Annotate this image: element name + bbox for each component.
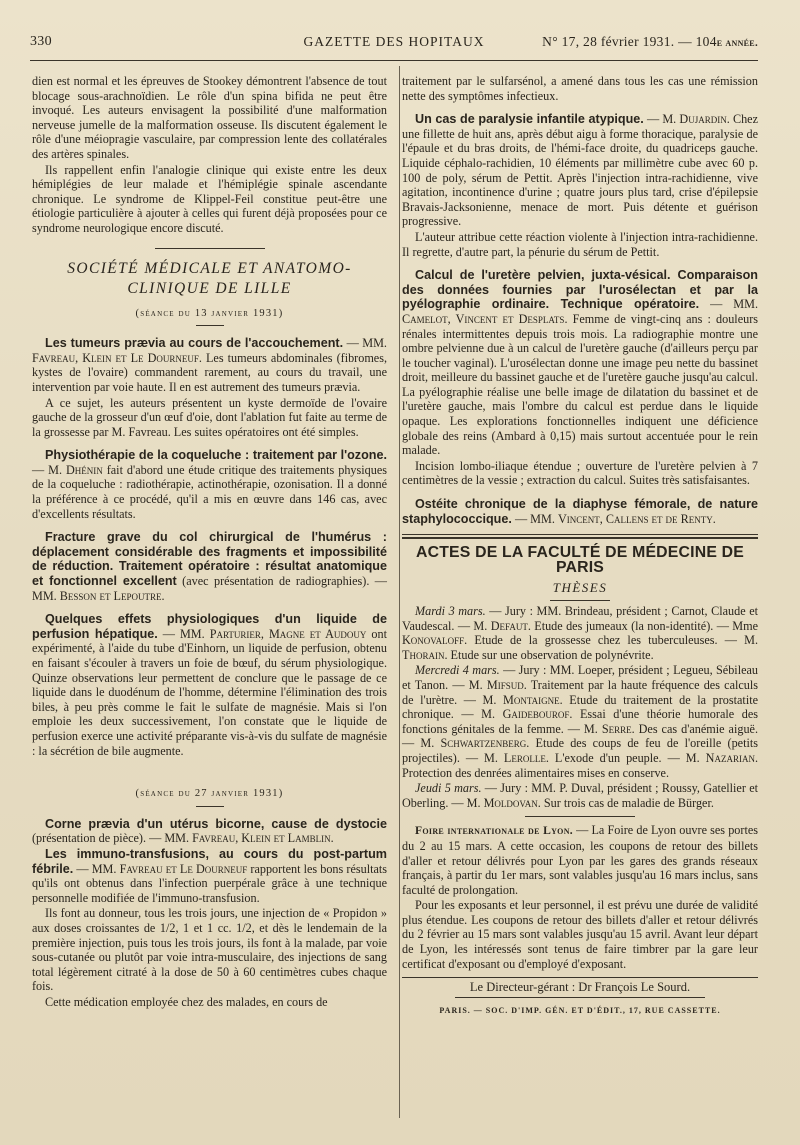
society-title: SOCIÉTÉ MÉDICALE ET ANATOMO-CLINIQUE DE LILLE: [67, 259, 352, 297]
section-rule: [402, 534, 758, 535]
article: Corne prævia d'un utérus bicorne, cause de dystocie (présentation de pièce). — MM. Favreau, Klein et Lamblin.: [32, 816, 387, 846]
divider: [550, 600, 610, 601]
article-heading: Physiothérapie de la coqueluche : traitement par l'ozone.: [45, 448, 387, 463]
article-authors: Dhénin: [65, 462, 103, 477]
article-heading: Fracture grave du col chirurgical de l'humérus : déplacement considérable des fragments et impossibilité de réduction. Traitement opératoire : résultat anatomique et fonctionnel excellent: [32, 530, 387, 589]
thesis-day: Mercredi 4 mars. — Jury : MM. Loeper, président ; Legueu, Sébileau et Tanon. — M. Mifsud. Traitement par la haute fréquence des calculs de l'urètre. — M. Montaigne. Etude du traitement de la prostatite chronique. — M. Gaidebourof. Essai d'une théorie humorale des fonctions génitales de la femme. — M. Serre. Des cas d'anémie aiguë. — M. Schwartzenberg. Etude des coups de feu de l'oreille (petits projectiles). — M. Lerolle. L'exode d'un peuple. — M. Nazarian. Protection des denrées alimentaires mises en conserve.: [402, 663, 759, 780]
footer-rule: [455, 997, 705, 998]
article: Physiothérapie de la coqueluche : traitement par l'ozone. — M. Dhénin fait d'abord une étude critique des traitements physiques de la coqueluche : radiothérapie, actinothérapie, ozonisation. Il a donné la préférence à ce procédé, qu'il a mis en œuvre dans 146 cas, avec d'excellents résultats.: [32, 448, 387, 521]
article-authors: Dujardin: [679, 112, 727, 127]
left-column: [32, 74, 387, 1010]
article-authors: Besson et Lepoutre: [59, 588, 162, 603]
section-title: ACTES DE LA FACULTÉ DE MÉDECINE DE PARIS: [415, 544, 745, 576]
section-rule: [402, 537, 758, 539]
paragraph: Incision lombo-iliaque étendue ; ouverture de l'uretère pelvien à 7 centimètres de la vessie ; extraction du calcul. Suites très satisfaisantes.: [402, 458, 758, 488]
article: Les tumeurs prævia au cours de l'accouchement. — MM. Favreau, Klein et Le Dourneuf. Les tumeurs abdominales (fibromes, kystes de l'ovaire) commandent rarement, au cours du travail, une intervention par voie haute. Il en est autrement des tumeurs prævia.: [32, 336, 388, 394]
thesis-date: Mercredi 4 mars.: [415, 663, 500, 678]
footer-rule: [402, 977, 758, 978]
section-divider: [155, 248, 265, 249]
article: Quelques effets physiologiques d'un liquide de perfusion hépatique. — MM. Parturier, Magne et Audouy ont expérimenté, à l'aide du tube d'Einhorn, un liquide de perfusion, obtenu en faisant s'écouler à travers un foie de bœuf, du sérum physiologique. Quinze observations leur permettent de conclure que le passage de ce liquide dans le duodénum de l'homme, détermine l'élimination des trois biles, à peu près comme le fait le sulfate de magnésie. Mais si l'on emploie les deux successivement, l'on constate que le liquide de perfusion exerce une activité préparante vis-à-vis du sulfate de magnésie : la sécrétion de bile augmente.: [32, 612, 387, 758]
article-authors: Favreau, Klein et Le Dourneuf: [32, 350, 199, 365]
article-heading: Quelques effets physiologiques d'un liquide de perfusion hépatique.: [32, 612, 387, 641]
managing-director: Le Directeur-gérant : Dr François Le Sourd.: [469, 980, 691, 995]
right-column: [402, 74, 758, 1018]
article: Ostéite chronique de la diaphyse fémorale, de nature staphylococcique. — MM. Vincent, Callens et de Renty.: [402, 497, 758, 526]
divider: [196, 806, 224, 807]
paragraph: A ce sujet, les auteurs présentent un kyste dermoïde de l'ovaire gauche de la grosseur d'un œuf d'oie, dont l'ablation fut faite au terme de la grossesse par M. Favreau. Les suites opératoires ont été simples.: [32, 395, 387, 439]
news-heading: Foire internationale de Lyon.: [415, 824, 573, 838]
article-heading: Corne prævia d'un utérus bicorne, cause de dystocie: [45, 816, 387, 831]
article-authors: Vincent, Callens et de Renty: [557, 511, 713, 526]
article-authors: Parturier, Magne et Audouy: [209, 626, 367, 641]
article: Un cas de paralysie infantile atypique. — M. Dujardin. Chez une fillette de huit ans, après début aigu à forme thoracique, paralysie de l'épaule et du bras droits, de l'hémi-face droite, du quadriceps gauche. Liquide céphalo-rachidien, 10 éléments par millimètre cube avec 60 p. 100 de poly, sérum de Pettit. Après l'injection intra-rachidienne, vive agitation, incontinence d'urine ; quatre jours plus tard, crise d'épilepsie Bravais-Jacksonienne, menace de mort. Puis détente et guérison progressive.: [402, 112, 758, 229]
printer-line: PARIS. — SOC. D'IMP. GÉN. ET D'ÉDIT., 17, RUE CASSETTE.: [439, 1005, 721, 1015]
article-authors: Camelot, Vincent et Desplats: [402, 311, 565, 326]
page-header: [30, 34, 758, 56]
article-heading: Les immuno-transfusions, au cours du post-partum fébrile.: [32, 846, 387, 876]
article-heading: Les tumeurs prævia au cours de l'accouchement.: [45, 336, 344, 351]
thesis-day: Mardi 3 mars. — Jury : MM. Brindeau, président ; Carnot, Claude et Vaudescal. — M. Defaut. Etude des jumeaux (la non-identité). — Mme Konovaloff. Etude de la grossesse chez les tuberculeuses. — M. Thorain. Etude sur une observation de polynévrite.: [402, 604, 758, 662]
paragraph: Ils rappellent enfin l'analogie clinique qui existe entre les deux hémiplégies de leur malade et l'hémiplégie spinale ascendante chronique. Le syndrome de Klippel-Feil constitue peut-être une étiologie particulière à ajouter à celles qui furent déjà proposées pour ce syndrome neurologique encore discuté.: [32, 162, 387, 235]
session-date: (séance du 27 janvier 1931): [135, 788, 284, 800]
article-authors: Favreau, Klein et Lamblin: [192, 831, 331, 846]
paragraph: Cette médication employée chez des malades, en cours de: [45, 994, 328, 1009]
article: Fracture grave du col chirurgical de l'humérus : déplacement considérable des fragments et impossibilité de réduction. Traitement opératoire : résultat anatomique et fonctionnel excellent (avec présentation de radiographies). — MM. Besson et Lepoutre.: [32, 530, 387, 603]
article-heading: Un cas de paralysie infantile atypique.: [415, 112, 644, 127]
article-heading: Ostéite chronique de la diaphyse fémorale, de nature staphylococcique.: [402, 497, 758, 526]
thesis-date: Jeudi 5 mars.: [415, 781, 482, 796]
issue-info: N° 17, 28 février 1931. — 104e année.: [542, 34, 758, 49]
paragraph: traitement par le sulfarsénol, a amené dans tous les cas une rémission nette des symptômes infectieux.: [402, 74, 758, 103]
divider: [196, 325, 224, 326]
column-divider: [399, 66, 400, 1118]
paragraph: dien est normal et les épreuves de Stookey démontrent l'absence de tout blocage sous-arachnoïdien. Le rôle d'un spina bifida ne peut être invoqué. Les auteurs envisagent la possibilité d'une malformation nerveuse jumelle de la malformation osseuse. Ils discutent également le rôle d'une méiopragie vasculaire, par compression lente des collatérales des artères spinales.: [32, 74, 387, 161]
thesis-day: Jeudi 5 mars. — Jury : MM. P. Duval, président ; Roussy, Gatellier et Oberling. — M. Moldovan. Sur trois cas de maladie de Bürger.: [402, 781, 758, 810]
paragraph: L'auteur attribue cette réaction violente à l'injection intra-rachidienne. Il regrette, d'autre part, la pénurie du sérum de Pettit.: [402, 229, 758, 259]
article-heading: Calcul de l'uretère pelvien, juxta-vésical. Comparaison des données fournies par l'urosélectan et par la pyélographie ordinaire. Technique opératoire.: [402, 268, 758, 312]
paragraph: Ils font au donneur, tous les trois jours, une injection de « Propidon » aux doses croissantes de 1/2, 1 et 1 cc. 1/2, et dès le lendemain de la première injection, puis tous les trois jours, ils font à la malade, par voie sous-cutanée ou plutôt par voie intra-musculaire, des injections de sang total légèrement citraté à la dose de 50 à 60 centimètres cubes chaque fois.: [32, 906, 387, 994]
subsection-title: THÈSES: [552, 580, 608, 596]
journal-title: GAZETTE DES HOPITAUX: [303, 34, 485, 49]
thesis-date: Mardi 3 mars.: [415, 604, 486, 618]
header-rule: [30, 60, 758, 61]
article: Les immuno-transfusions, au cours du post-partum fébrile. — MM. Favreau et Le Dourneuf rapportent les bons résultats qu'ils ont obtenus dans l'infection puerpérale grâce à une technique personnelle modifiée de l'immuno-transfusion.: [32, 846, 388, 905]
article: Calcul de l'uretère pelvien, juxta-vésical. Comparaison des données fournies par l'urosélectan et par la pyélographie ordinaire. Technique opératoire. — MM. Camelot, Vincent et Desplats. Femme de vingt-cinq ans : douleurs rénales intermittentes depuis trois mois. La radiographie montre une ombre pelvienne due à un calcul de l'uretère gauche (d'ailleurs perçu par le toucher vaginal). L'urosélectan donne une image peu nette du bassinet droit, meilleure du bassinet gauche et de l'uretère gauche jusqu'au calcul. La pyélographie réalise une belle image de dilatation du bassinet et de l'uretère gauche, mais l'ombre du calcul est perdue dans le liquide opaque. Les explorations fonctionnelles indiquent une déficience globale des reins (Ambard à 0,15) mais surtout accentuée pour le rein malade.: [402, 268, 758, 458]
session-date: (séance du 13 janvier 1931): [135, 307, 284, 319]
divider: [525, 816, 635, 817]
news-item: Foire internationale de Lyon. — La Foire de Lyon ouvre ses portes du 2 au 15 mars. A cette occasion, les coupons de retour des billets d'aller et retour délivrés pour Lyon par les gares des grands réseaux français, à partir du 1er mars, sont valables jusqu'au 16 mars inclus, sans faculté de prolongation.: [402, 823, 758, 897]
article-authors: Favreau et Le Dourneuf: [119, 861, 248, 876]
paragraph: Pour les exposants et leur personnel, il est prévu une durée de validité plus étendue. Les coupons de retour des billets d'aller et retour délivrés du 2 février au 15 mars sont valables jusqu'au 15 avril. Avant leur départ de Lyon, les intéressés sont tenus de faire timbrer par la gare leur certificat d'exposant ou d'employé d'exposant.: [402, 898, 758, 971]
page-number: 330: [30, 34, 52, 49]
